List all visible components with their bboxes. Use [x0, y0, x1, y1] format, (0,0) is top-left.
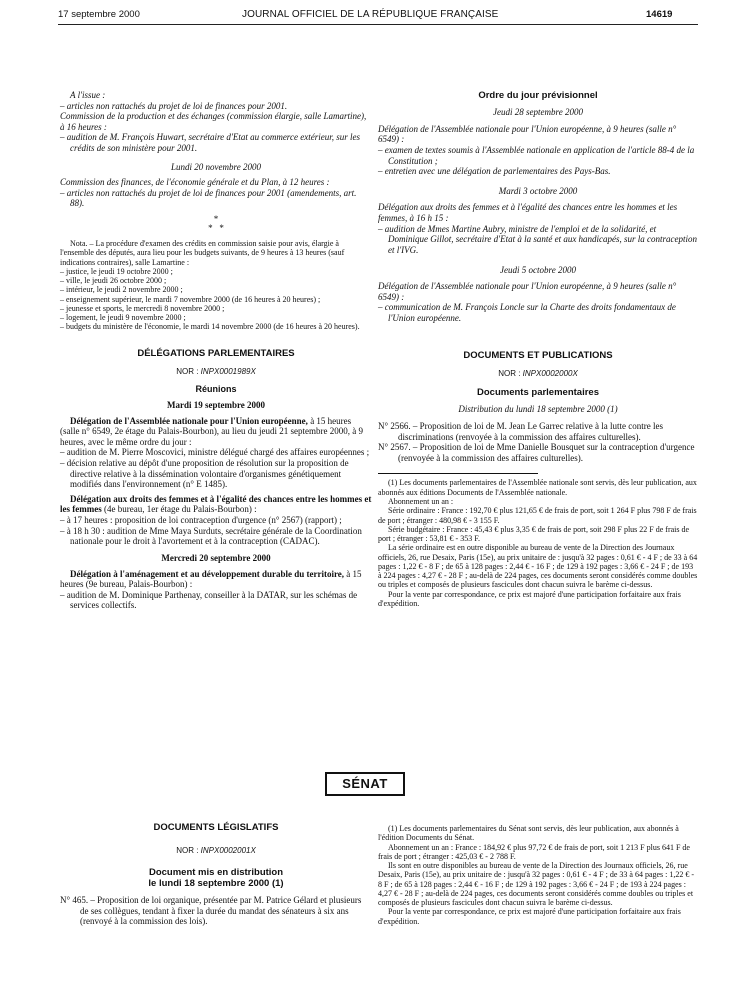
right-column — [378, 90, 698, 608]
nota-item: – budgets du ministère de l'économie, le mardi 14 novembre 2000 (de 16 heures à 20 heures). — [60, 322, 360, 332]
nor-value: INPX0002001X — [200, 846, 256, 856]
nota-item: – intérieur, le jeudi 2 novembre 2000 ; — [60, 285, 183, 295]
document-entry: N° 2566. – Proposition de loi de M. Jean Le Garrec relative à la lutte contre les discriminations (renvoyée à la commission des affaires culturelles). — [378, 421, 664, 442]
senat-footnote-paragraph: Ils sont en outre disponibles au bureau de vente de la Direction des Journaux officiels, 26, rue Desaix, Paris (15e), au prix unitaire de : jusqu'à 32 pages : 0,61 € - 4 F ; de 33 à 64 pages : 1,22 € - 8 F ; de 65 à 128 pages : 2,44 € - 16 F ; de 129 à 192 pages : 3,66 € - 24 F ; de 193 à 224 pages : 4,27 € - 28 F ; au-delà de 224 pages, ces documents seront considérés comme doubles ou triples et composés de plusieurs fascicules dont chacun suivra le barème ci-dessus. — [378, 861, 695, 908]
delegation-droits-name: Délégation aux droits des femmes et à l'égalité des chances entre les hommes et les femmes — [60, 493, 372, 515]
delegation-amenagement-name: Délégation à l'aménagement et au développement durable du territoire, — [70, 568, 345, 579]
date-lundi-20-novembre: Lundi 20 novembre 2000 — [171, 161, 261, 172]
commission-finances: Commission des finances, de l'économie générale et du Plan, à 12 heures : — [60, 177, 330, 188]
asterism-bottom: * * — [208, 223, 224, 234]
document-entry: N° 2567. – Proposition de loi de Mme Danielle Bousquet sur la contraception d'urgence (renvoyée à la commission des affaires culturelles). — [378, 442, 695, 463]
delegation-ue-name: Délégation de l'Assemblée nationale pour l'Union européenne, — [70, 415, 308, 426]
senat-right-column — [378, 824, 698, 926]
nor-label: NOR : — [176, 366, 199, 376]
header-page-number: 14619 — [646, 9, 673, 20]
nor-senat — [60, 846, 372, 855]
delegation-ue-28-item: – entretien avec une délégation de parlementaires des Pays-Bas. — [378, 166, 611, 177]
delegation-droits-item: – à 18 h 30 : audition de Mme Maya Surduts, secrétaire générale de la Coordination nationale pour le droit à l'avortement et à la contraception (CADAC). — [60, 525, 362, 547]
senat-footnote-paragraph: Abonnement un an : France : 184,92 € plus 97,72 € de frais de port, soit 1 213 F plus 641 F de frais de port ; étranger : 425,03 € - 2 788 F. — [378, 842, 690, 861]
commission-production: Commission de la production et des échanges (commission élargie, salle Lamartine), à 16 heures : — [60, 111, 367, 132]
header-title: JOURNAL OFFICIEL DE LA RÉPUBLIQUE FRANÇAISE — [242, 9, 499, 20]
issue-heading: A l'issue : — [70, 90, 106, 100]
footnote-rule — [378, 473, 538, 474]
nota-item: – justice, le jeudi 19 octobre 2000 ; — [60, 266, 173, 276]
reunions-heading: Réunions — [195, 384, 237, 395]
delegation-droits-3-item: – audition de Mmes Martine Aubry, ministre de l'emploi et de la solidarité, et Dominique Gillot, secrétaire d'Etat à la santé et aux handicapés, sur la contraception et l'IVG. — [378, 223, 698, 255]
delegation-ue-28-item: – examen de textes soumis à l'Assemblée nationale en application de l'article 88-4 de la Constitution ; — [378, 145, 695, 166]
date-mercredi-20: Mercredi 20 septembre 2000 — [161, 552, 271, 563]
footnote-paragraph: (1) Les documents parlementaires de l'Assemblée nationale sont servis, dès leur publication, aux abonnés aux éditions Documents de l'Assemblée nationale. — [378, 478, 697, 497]
footnote-assemblee — [378, 478, 698, 608]
nor-value: INPX0001989X — [200, 366, 256, 376]
nota-paragraph: Nota. – La procédure d'examen des crédits en commission saisie pour avis, élargie à l'ensemble des députés, aura lieu pour les budgets suivants, de 9 heures à 13 heures (sauf indications contraires), salle Lamartine : — [60, 239, 345, 267]
delegation-droits-3: Délégation aux droits des femmes et à l'égalité des chances entre les hommes et les femmes, à 16 h 15 : — [378, 202, 678, 224]
document-mis-line-1: Document mis en distribution — [148, 866, 284, 878]
footnote-paragraph: Abonnement un an : — [388, 496, 454, 506]
left-column — [60, 90, 372, 611]
delegation-ue-5: Délégation de l'Assemblée nationale pour l'Union européenne, à 9 heures (salle n° 6549) : — [378, 281, 677, 302]
delegation-ue-28: Délégation de l'Assemblée nationale pour l'Union européenne, à 9 heures (salle n° 6549) : — [378, 123, 677, 145]
ordre-du-jour-title: Ordre du jour prévisionnel — [478, 90, 598, 101]
footnote-paragraph: La série ordinaire est en outre disponible au bureau de vente de la Direction des Journaux officiels, 26, rue Desaix, Paris (15e), au prix unitaire de : jusqu'à 32 pages : 0,61 € - 4 F ; de 33 à 64 pages : 1,22 € - 8 F ; de 65 à 128 pages : 2,44 € - 16 F ; de 129 à 192 pages : 3,66 € - 24 F ; de 193 à 224 pages : 4,27 € - 28 F ; au-delà de 224 pages, ces documents seront considérés comme doubles ou triples et composés de plusieurs fascicules dont chacun suivra le barème ci-dessus. — [378, 543, 698, 590]
senat-left-column — [60, 822, 372, 927]
document-mis-line-2: le lundi 18 septembre 2000 (1) — [148, 877, 284, 889]
delegation-droits-details: (4e bureau, 1er étage du Palais-Bourbon) : — [101, 504, 257, 515]
delegation-amenagement-paragraph — [60, 569, 372, 590]
audition-huwart: – audition de M. François Huwart, secrétaire d'Etat au commerce extérieur, sur les crédits de son ministère pour 2001. — [60, 132, 360, 154]
footnote-paragraph: Série budgétaire : France : 45,43 € plus 3,35 € de frais de port, soit 298 F plus 22 F de frais de port ; étranger : 53,81 € - 353 F. — [378, 524, 690, 544]
header-date: 17 septembre 2000 — [58, 9, 140, 20]
nor-label: NOR : — [176, 846, 199, 856]
delegation-amenagement-details: à 15 heures (9e bureau, Palais-Bourbon) : — [60, 568, 362, 590]
date-jeudi-28: Jeudi 28 septembre 2000 — [493, 107, 583, 118]
delegations-title: DÉLÉGATIONS PARLEMENTAIRES — [137, 347, 295, 359]
senat-footnote-paragraph: Pour la vente par correspondance, ce prix est majoré d'une participation forfaitaire aux frais d'expédition. — [378, 907, 681, 926]
delegation-droits-item: – à 17 heures : proposition de loi contraception d'urgence (n° 2567) (rapport) ; — [60, 515, 342, 526]
nor-label: NOR : — [498, 368, 521, 378]
distribution-date: Distribution du lundi 18 septembre 2000 (1) — [458, 404, 618, 415]
delegation-ue-5-item: – communication de M. François Loncle sur la Charte des droits fondamentaux de l'Union européenne. — [378, 302, 676, 323]
documents-publications-title: DOCUMENTS ET PUBLICATIONS — [463, 349, 613, 361]
senat-footnote-paragraph: (1) Les documents parlementaires du Sénat sont servis, dès leur publication, aux abonnés à l'édition Documents du Sénat. — [378, 824, 679, 843]
documents-parlementaires-title: Documents parlementaires — [477, 387, 599, 399]
date-mardi-19: Mardi 19 septembre 2000 — [166, 400, 266, 410]
delegation-amenagement-item: – audition de M. Dominique Parthenay, conseiller à la DATAR, sur les schémas de services collectifs. — [60, 589, 358, 611]
document-entry-465: N° 465. – Proposition de loi organique, présentée par M. Patrice Gélard et plusieurs de ses collègues, tendant à fixer la durée du mandat des sénateurs à six ans (renvoyé à la commission des lois). — [60, 895, 362, 927]
footnote-paragraph: Série ordinaire : France : 192,70 € plus 121,65 € de frais de port, soit 1 264 F plus 798 F de frais de port ; étranger : 480,98 € - 3 155 F. — [378, 506, 697, 525]
nota-item: – enseignement supérieur, le mardi 7 novembre 2000 (de 16 heures à 20 heures) ; — [60, 294, 321, 304]
issue-item: – articles non rattachés du projet de loi de finances pour 2001. — [60, 100, 288, 111]
nota-item: – jeunesse et sports, le mercredi 8 novembre 2000 ; — [60, 303, 225, 313]
delegation-ue-item: – audition de M. Pierre Moscovici, ministre délégué chargé des affaires européennes ; — [60, 447, 370, 458]
footnote-paragraph: Pour la vente par correspondance, ce prix est majoré d'une participation forfaitaire aux frais d'expédition. — [378, 589, 681, 608]
finances-item: – articles non rattachés du projet de loi de finances pour 2001 (amendements, art. 88). — [60, 187, 357, 209]
delegation-ue-paragraph — [60, 416, 372, 448]
nor-documents — [378, 369, 698, 378]
page-header — [0, 8, 748, 22]
date-jeudi-5: Jeudi 5 octobre 2000 — [500, 264, 576, 275]
delegation-ue-details: à 15 heures (salle n° 6549, 2e étage du Palais-Bourbon), au lieu du jeudi 21 septembre 2000, à 9 heures, avec le même ordre du jour : — [60, 415, 364, 447]
documents-legislatifs-title: DOCUMENTS LÉGISLATIFS — [153, 822, 279, 833]
date-mardi-3: Mardi 3 octobre 2000 — [498, 185, 578, 196]
senat-label-box: SÉNAT — [325, 772, 405, 796]
header-rule — [58, 24, 698, 25]
asterism — [60, 215, 372, 233]
nota-item: – logement, le jeudi 9 novembre 2000 ; — [60, 313, 186, 323]
delegation-droits-paragraph — [60, 494, 372, 515]
nota-list — [60, 267, 372, 332]
nor-value: INPX0002000X — [522, 368, 578, 378]
asterism-top: * — [213, 214, 219, 225]
nor-delegations — [60, 367, 372, 376]
delegation-ue-item: – décision relative au dépôt d'une proposition de résolution sur la proposition de directive relative à la dissémination volontaire d'organismes génétiquement modifiés dans l'environnement (n° E 1485). — [60, 458, 349, 490]
nota-item: – ville, le jeudi 26 octobre 2000 ; — [60, 276, 167, 286]
